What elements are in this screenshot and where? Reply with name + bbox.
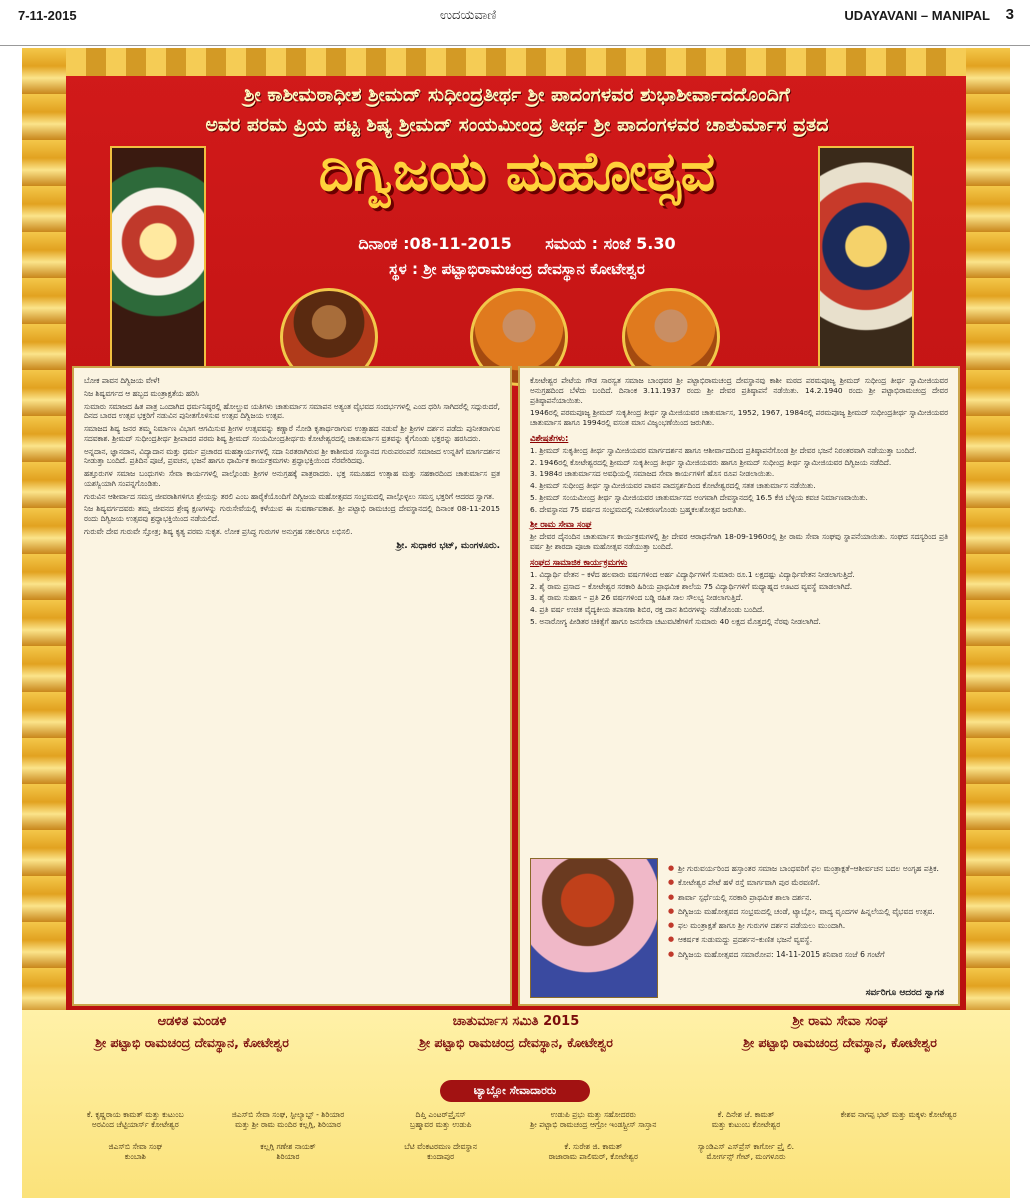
sponsor-item: ಕೆ. ದಿನೇಶ ಜೆ. ಕಾಮತ್ ಮತ್ತು ಕುಟುಂಬ ಕೋಟೇಶ್ವರ [711, 1110, 781, 1129]
sponsor-grid [62, 1110, 972, 1161]
sponsor-item: ಸ್ಯಾಂಡಿಎಸ್ ಎಸ್‌ಪ್ರೆಸ್ ಕಾರ್ಗೋ ಪ್ರೈ ಲಿ. ಮೋರ್ಗನ್ಸ್ ಗೇಟ್, ಮಂಗಳೂರು [697, 1141, 795, 1161]
seva-sangha-text: ಶ್ರೀ ದೇವರ ದೈನಂದಿನ ಚಾತುರ್ಮಾಸ ಕಾರ್ಯಕ್ರಮಗಳಲ್ಲಿ ಶ್ರೀ ದೇವರ ಆರಾಧನೆಗಾಗಿ 18-09-1960ರಲ್ಲಿ ಶ್ರೀ ರಾಮ ಸೇವಾ ಸಂಘವು ಸ್ಥಾಪನೆಯಾಯಿತು. ಸಂಘದ ಸದಸ್ಯರಿಂದ ಪ್ರತಿ ವರ್ಷ ಶ್ರೀ ಶಾರದಾ ಪೂಜಾ ಮಹೋತ್ಸವ ನಡೆಯುತ್ತಾ ಬಂದಿದೆ. [530, 532, 948, 552]
highlight-item: ● ಫಲ ಮಂತ್ರಾಕ್ಷತೆ ಹಾಗೂ ಶ್ರೀ ಗುರುಗಳ ದರ್ಶನ ಪಡೆಯಲು ಮುಂದಾಗಿ. [668, 921, 950, 931]
organizer-block [356, 1014, 676, 1051]
article-left-body [84, 376, 500, 537]
deity-photo-left [110, 146, 206, 384]
sponsor-item: ಕೇಶವ ನಾಗಪ್ಪ ಭಟ್ ಮತ್ತು ಮಕ್ಕಳು ಕೋಟೇಶ್ವರ [840, 1110, 957, 1119]
sponsor-item: ಕೆ. ಸುರೇಶ ಜಿ. ಕಾಮತ್ ರಾಜಾರಾಮ ಪಾಲಿಮರ್, ಕೋಟೇಶ್ವರ [548, 1141, 639, 1161]
speciality-item: 5. ಶ್ರೀಮದ್ ಸಂಯಮೀಂದ್ರ ತೀರ್ಥ ಸ್ವಾಮೀಜಿಯವರ ಚಾತುರ್ಮಾಸದ ಅಂಗವಾಗಿ ದೇವಸ್ಥಾನದಲ್ಲಿ 16.5 ಕೆಜಿ ಬೆಳ್ಳಿಯ ಕವಚ ನಿರ್ಮಾಣವಾಯಿತು. [530, 492, 868, 502]
article-paragraph: ಹತ್ತೂರುಗಳ ಸಮಾಜ ಬಂಧುಗಳು ಸೇವಾ ಕಾರ್ಯಗಳಲ್ಲಿ ಪಾಲ್ಗೊಂಡು ಶ್ರೀಗಳ ಅನುಗ್ರಹಕ್ಕೆ ಪಾತ್ರರಾದರು. ಭಕ್ತ ಸಮೂಹದ ಉತ್ಸಾಹ ಮತ್ತು ಸಹಕಾರದಿಂದ ಚಾತುರ್ಮಾಸ ವ್ರತ ಯಶಸ್ವಿಯಾಗಿ ಸಂಪನ್ನಗೊಂಡಿತು. [84, 469, 500, 488]
organizer-block [32, 1014, 352, 1051]
social-programs-heading: ಸಂಘದ ಸಾಮಾಜಿಕ ಕಾರ್ಯಕ್ರಮಗಳು [530, 556, 628, 567]
decorative-arch [66, 48, 966, 76]
social-program-item: 1. ವಿದ್ಯಾರ್ಥಿ ವೇತನ – ಕಳೆದ ಹಲವಾರು ವರ್ಷಗಳಿಂದ ಅರ್ಹ ವಿದ್ಯಾರ್ಥಿಗಳಿಗೆ ಸುಮಾರು ರೂ.1 ಲಕ್ಷದಷ್ಟು ವಿದ್ಯಾರ್ಥಿವೇತನ ನೀಡಲಾಗುತ್ತಿದೆ. [530, 569, 855, 579]
advertisement [22, 48, 1010, 1198]
deity-photo-right [818, 146, 914, 384]
event-venue: ಸ್ಥಳ : ಶ್ರೀ ಪಟ್ಟಾಭಿರಾಮಚಂದ್ರ ದೇವಸ್ಥಾನ ಕೋಟೇಶ್ವರ [389, 260, 645, 278]
organizer-name: ಶ್ರೀ ರಾಮ ಸೇವಾ ಸಂಘ [792, 1014, 888, 1029]
article-right-body [530, 376, 948, 627]
event-date-time [252, 234, 782, 254]
sponsor-item: ಬೆಟಿ ವೆಂಕಟರಮಣ ದೇವಸ್ಥಾನ ಕುಂದಾಪುರ [404, 1141, 478, 1161]
event-title: ದಿಗ್ವಿಜಯ ಮಹೋತ್ಸವ [318, 140, 716, 203]
organizer-location: ಶ್ರೀ ಪಟ್ಟಾಭಿ ರಾಮಚಂದ್ರ ದೇವಸ್ಥಾನ, ಕೋಟೇಶ್ವರ [743, 1035, 937, 1050]
highlight-item: ● ದಿಗ್ವಿಜಯ ಮಹೋತ್ಸವದ ಸಮಾರೋಪ: 14-11-2015 ಶನಿವಾರ ಸಂಜೆ 6 ಗಂಟೆಗೆ [668, 950, 950, 960]
event-time: ಸಮಯ : ಸಂಜೆ 5.30 [545, 234, 676, 253]
organizer-location: ಶ್ರೀ ಪಟ್ಟಾಭಿ ರಾಮಚಂದ್ರ ದೇವಸ್ಥಾನ, ಕೋಟೇಶ್ವರ [95, 1035, 289, 1050]
speciality-item: 6. ದೇವಸ್ಥಾನದ 75 ವರ್ಷದ ಸಂಭ್ರಮದಲ್ಲಿ ನವೀಕರಣಗೊಂಡು ಬ್ರಹ್ಮಕಲಶೋತ್ಸವ ಜರುಗಿತು. [530, 504, 747, 514]
speciality-item: 1. ಶ್ರೀಮದ್ ಸುಕೃತೀಂದ್ರ ತೀರ್ಥ ಸ್ವಾಮೀಜಿಯವರ ಮಾರ್ಗದರ್ಶನ ಹಾಗೂ ಆಶೀರ್ವಾದದಿಂದ ಪ್ರತಿಷ್ಠಾಪನೆಗೊಂಡ ಶ್ರೀ ದೇವರ ಭಜನೆ ನಿರಂತರವಾಗಿ ನಡೆಯುತ್ತಾ ಬಂದಿದೆ. [530, 445, 917, 455]
highlight-item: ● ದಿಗ್ವಿಜಯ ಮಹೋತ್ಸವದ ಸಂಭ್ರಮದಲ್ಲಿ ಚಂಡೆ, ಟ್ಯಾಬ್ಲೋ, ವಾದ್ಯ ವೃಂದಗಳ ಹಿನ್ನಲೆಯಲ್ಲಿ ವೈಭವದ ಉತ್ಸವ. [668, 907, 950, 917]
article-left [72, 366, 512, 1006]
article-paragraph: ನಿಜ ಶಿಷ್ಯವರ್ಗದ ಆ ಹಬ್ಬದ ಮಂತ್ರಾಕ್ಷತೆಯ ಹರಿಸಿ [84, 388, 199, 398]
organizer-block [680, 1014, 1000, 1051]
page-number: 3 [1005, 6, 1014, 23]
speciality-item: 3. 1984ರ ಚಾತುರ್ಮಾಸದ ಅವಧಿಯಲ್ಲಿ ಸಮಾಜದ ಸೇವಾ ಕಾರ್ಯಗಳಿಗೆ ಹೊಸ ರೂಪ ನೀಡಲಾಯಿತು. [530, 469, 775, 479]
specialities-list [530, 446, 948, 515]
article-paragraph: ಗುರುವಿನ ಆಶೀರ್ವಾದ ಸಮಸ್ತ ಜೀವರಾಶಿಗಳಿಗೂ ಶ್ರೇಯಸ್ಸು ತರಲಿ ಎಂಬ ಹಾರೈಕೆಯೊಂದಿಗೆ ದಿಗ್ವಿಜಯ ಮಹೋತ್ಸವದ ಸಂಭ್ರಮದಲ್ಲಿ ಪಾಲ್ಗೊಳ್ಳಲು ಸಮಸ್ತ ಭಕ್ತರಿಗೆ ಆದರದ ಸ್ವಾಗತ. [84, 491, 495, 501]
highlight-item: ● ಆಕರ್ಷಕ ಸುಡುಮದ್ದು ಪ್ರದರ್ಶನ–ಕುಣಿತ ಭಜನೆ ವ್ಯವಸ್ಥೆ. [668, 935, 950, 945]
temple-history-2: 1946ರಲ್ಲಿ ಪರಮಪೂಜ್ಯ ಶ್ರೀಮದ್ ಸುಕೃತೀಂದ್ರ ತೀರ್ಥ ಸ್ವಾಮೀಜಿಯವರ ಚಾತುರ್ಮಾಸ, 1952, 1967, 1984ರಲ್ಲಿ ಪರಮಪೂಜ್ಯ ಶ್ರೀಮದ್ ಸುಧೀಂದ್ರತೀರ್ಥ ಸ್ವಾಮೀಜಿಯವರ ಚಾತುರ್ಮಾಸ ಹಾಗೂ 1994ರಲ್ಲಿ ವಸಂತ ಮಾಸ ವಿಜೃಂಭಣೆಯಿಂದ ಜರುಗಿತು. [530, 408, 948, 428]
article-paragraph: ಸಮಾಜದ ಶಿಷ್ಯ ಜನರ ತಮ್ಮ ನಿರ್ಮಾಣ ವಿಭಾಗ ಆಗಮಿಸುವ ಶ್ರೀಗಳ ಉತ್ಸವವನ್ನು ಕಣ್ಣಾರೆ ನೋಡಿ ಕೃತಾರ್ಥರಾಗುವ ಉತ್ಸಾಹದ ನಡುವೆ ಶ್ರೀ ಶ್ರೀಗಳ ದರ್ಶನ ಪಡೆದು ಪುನೀತರಾಗುವ ಸದವಕಾಶ. ಶ್ರೀಮದ್ ಸುಧೀಂದ್ರತೀರ್ಥ ಶ್ರೀಪಾದರ ಪರಮ ಶಿಷ್ಯ ಶ್ರೀಮದ್ ಸಂಯಮೀಂದ್ರತೀರ್ಥರು ಕೋಟೇಶ್ವರದಲ್ಲಿ ಚಾತುರ್ಮಾಸ ವ್ರತವನ್ನು ಕೈಗೊಂಡು ಭಕ್ತರನ್ನು ಹರಸಿದರು. [84, 424, 500, 443]
social-programs-list [530, 570, 948, 627]
article-paragraph: ಗುರುವೇ ದೇವ ಗುರುವೇ ಸ್ತೋತ್ರ; ಶಿಷ್ಯ ಕೃತ್ಯ ಪರಮ ಸುಕೃತ. ಲೋಕ ಪ್ರಸಿದ್ಧ ಗುರುಗಳ ಅನುಗ್ರಹ ಸಕಲರಿಗೂ ಲಭಿಸಲಿ. [84, 526, 353, 536]
seva-sangha-heading: ಶ್ರೀ ರಾಮ ಸೇವಾ ಸಂಘ [530, 519, 592, 530]
highlight-item: ● ಶಾರ್ವಾ ಸ್ಪರ್ಧೆಯಲ್ಲಿ ಸರಕಾರಿ ಪ್ರಾಥಮಿಕ ಶಾಲಾ ದರ್ಶನ. [668, 893, 950, 903]
sponsor-item: ದಿಪ್ತಿ ಎಂಟರ್‌ಪ್ರೈಸಸ್ ಬ್ರಹ್ಮಾವರ ಮತ್ತು ಉಡುಪಿ [409, 1110, 472, 1129]
article-paragraph: ಸುಮಾರು ಸಮಾಜದ ಹಿತ ಪಾತ್ರ ಒಂದಾಗಿದ ಧರ್ಮನಿಷ್ಠರಲ್ಲಿ ಹೋಲ್ಚುವ ಯತಿಗಳು ಚಾತುರ್ಮಾಸ ಸಮಾಪನ ಅತ್ಯಂತ ವೈಭವದ ಸಂದರ್ಭಗಳಲ್ಲಿ ಎಂದ ಧರಿಸಿ ಸಾಗಿದರೆಲ್ಲಿ ಸದ್ಗುರುದರೆ, ದಿನದ ಬಾರದ ಉತ್ಸವ ಭಕ್ತರಿಗೆ ನಡುವಿನ ಪುನೀತಗೊಳಿಸುವ ಉತ್ಸವ ದಿಗ್ವಿಜಯ ಉತ್ಸವ. [84, 401, 500, 421]
newspaper-header [0, 0, 1030, 46]
sponsor-item: ಕೆ. ಕೃಷ್ಣರಾಯ ಕಾಮತ್ ಮತ್ತು ಕುಟುಂಬ ಅರವಿಂದ ಚೆಟ್ಟಿಯಾರ್ಸ್ ಕೋಟೇಶ್ವರ [86, 1110, 184, 1129]
social-program-item: 2. ಶೈ ರಾಮ ಪ್ರಸಾದ – ಕೋಟೇಶ್ವರ ಸರಕಾರಿ ಹಿರಿಯ ಪ್ರಾಥಮಿಕ ಶಾಲೆಯ 75 ವಿದ್ಯಾರ್ಥಿಗಳಿಗೆ ಮಧ್ಯಾಹ್ನದ ಊಟದ ವ್ಯವಸ್ಥೆ ಮಾಡಲಾಗಿದೆ. [530, 581, 853, 591]
sponsor-item: ಜಿಎಸ್‌ಬಿ ಸೇವಾ ಸಂಘ ಕುಂಬಾಶಿ [108, 1141, 163, 1161]
paper-name: ಉದಯವಾಣಿ [440, 8, 497, 23]
article-right [518, 366, 960, 1006]
organizer-name: ಆಡಳಿತ ಮಂಡಳಿ [157, 1014, 227, 1029]
welcome-note: ಸರ್ವರಿಗೂ ಆದರದ ಸ್ವಾಗತ [865, 988, 944, 998]
social-program-item: 4. ಪ್ರತಿ ವರ್ಷ ಉಚಿತ ವೈದ್ಯಕೀಯ ತಪಾಸಣಾ ಶಿಬಿರ, ರಕ್ತ ದಾನ ಶಿಬಿರಗಳನ್ನು ನಡೆಸಿಕೊಂಡು ಬಂದಿದೆ. [530, 605, 765, 615]
organizers-footer [22, 1010, 1010, 1198]
author-signature: ಶ್ರೀ. ಸುಧಾಕರ ಭಟ್, ಮಂಗಳೂರು. [396, 540, 500, 551]
speciality-item: 4. ಶ್ರೀಮದ್ ಸುಧೀಂದ್ರ ತೀರ್ಥ ಸ್ವಾಮೀಜಿಯವರ ಪಾವನ ಪಾದಸ್ಪರ್ಶದಿಂದ ಕೋಟೇಶ್ವರದಲ್ಲಿ ಸತತ ಚಾತುರ್ಮಾಸ ನಡೆಯಿತು. [530, 481, 816, 491]
blessing-line-1: ಶ್ರೀ ಕಾಶೀಮಠಾಧೀಶ ಶ್ರೀಮದ್ ಸುಧೀಂದ್ರತೀರ್ಥ ಶ್ರೀ ಪಾದಂಗಳವರ ಶುಭಾಶೀರ್ವಾದದೊಂದಿಗೆ [244, 84, 790, 106]
decorative-pillar-left [22, 48, 66, 1048]
article-paragraph: ಬೋಕ ಪಾವನ ದಿಗ್ವಿಜಯ ವೇಳೆ! [84, 376, 161, 385]
issue-date: 7-11-2015 [18, 8, 77, 23]
highlight-item: ● ಕೋಟೇಶ್ವರ ಪೇಟೆ ಹಳೆ ರಸ್ತೆ ಮಾರ್ಗವಾಗಿ ಪುರ ಮೆರವಣಿಗೆ. [668, 878, 950, 888]
sponsor-item: ಜಿಎಸ್‌ಬಿ ಸೇವಾ ಸಂಘ, ಸ್ಟೀಲ್ಯಾಬ್ಟ್ - ಶಿರಿಯಾರ ಮತ್ತು ಶ್ರೀ ರಾಮ ಮಂದಿರ ಕಲ್ಲಗ್ಗಿ, ಶಿರಿಯಾರ [231, 1110, 345, 1129]
event-date: ದಿನಾಂಕ :08-11-2015 [358, 234, 512, 253]
social-program-item: 3. ಶೈ ರಾಮ ಸುಹಾಸ – ಪ್ರತಿ 26 ವರ್ಷಗಳಿಂದ ಬಡ್ಡಿ ರಹಿತ ಸಾಲ ಸೌಲಭ್ಯ ನೀಡಲಾಗುತ್ತಿದೆ. [530, 593, 743, 603]
edition-label: UDAYAVANI – MANIPAL [844, 8, 990, 23]
organizer-name: ಚಾತುರ್ಮಾಸ ಸಮಿತಿ 2015 [452, 1014, 580, 1029]
highlight-item: ● ಶ್ರೀ ಗುರುವರ್ಯರಿಂದ ಹಸ್ತಾಂತರ ಸಮಾಜ ಬಾಂಧವರಿಗೆ ಫಲ ಮಂತ್ರಾಕ್ಷತೆ–ಆಶೀರ್ವಚನ ಬದಲ ಅಂಗೃಹ ಪತ್ರಿಕ. [668, 864, 950, 874]
blessing-line-2: ಅವರ ಪರಮ ಪ್ರಿಯ ಪಟ್ಟ ಶಿಷ್ಯ ಶ್ರೀಮದ್ ಸಂಯಮೀಂದ್ರ ತೀರ್ಥ ಶ್ರೀ ಪಾದಂಗಳವರ ಚಾತುರ್ಮಾಸ ವ್ರತದ [205, 114, 829, 136]
tableau-sponsors-tag: ಟ್ಯಾಬ್ಲೋ ಸೇವಾದಾರರು [440, 1080, 590, 1102]
event-highlights [668, 864, 950, 964]
temple-history: ಕೋಟೇಶ್ವರ ಪೇಟೆಯ ಗೌಡ ಸಾರಸ್ವತ ಸಮಾಜ ಬಾಂಧವರ ಶ್ರೀ ಪಟ್ಟಾಭಿರಾಮಚಂದ್ರ ದೇವಸ್ಥಾನವು ಕಾಶೀ ಮಠದ ಪರಮಪೂಜ್ಯ ಶ್ರೀಮದ್ ಸುಧೀಂದ್ರ ತೀರ್ಥ ಸ್ವಾಮೀಜಿಯವರ ಅನುಗ್ರಹದಿಂದ ಬೆಳೆದು ಬಂದಿದೆ. ದಿನಾಂಕ 3.11.1937 ರಂದು ಶ್ರೀ ದೇವರ ಪ್ರತಿಷ್ಠಾಪನೆ ನಡೆಯಿತು. 14.2.1940 ರಂದು ಶ್ರೀ ಪಟ್ಟಾಭಿರಾಮಚಂದ್ರ ದೇವರ ಪ್ರತಿಷ್ಠಾಪನೆಯಾಯಿತು. [530, 376, 948, 405]
sponsor-item: ಉಡುಪಿ ಪ್ರಭು ಮತ್ತು ಸಹೋದರರು ಶ್ರೀ ಪಟ್ಟಾಭಿ ರಾಮಚಂದ್ರ ಆಗ್ರೋ ಇಂಡಸ್ಟ್ರೀಸ್ ಸಾಸ್ತಾನ [530, 1110, 657, 1129]
sponsor-item: ಕಲ್ಲಗ್ಗಿ ಗಣೇಶ ನಾಯಕ್ ಶಿರಿಯಾರ [260, 1141, 316, 1161]
speciality-item: 2. 1946ರಲ್ಲಿ ಕೋಟೇಶ್ವರದಲ್ಲಿ ಶ್ರೀಮದ್ ಸುಕೃತೀಂದ್ರ ತೀರ್ಥ ಸ್ವಾಮೀಜಿಯವರು ಹಾಗೂ ಶ್ರೀಮದ್ ಸುಧೀಂದ್ರ ತೀರ್ಥ ಸ್ವಾಮೀಜಿಯವರ ದಿಗ್ವಿಜಯ ನಡೆದಿದೆ. [530, 457, 892, 467]
social-program-item: 5. ಅನಾರೋಗ್ಯ ಪೀಡಿತರ ಚಿಕಿತ್ಸೆಗೆ ಹಾಗೂ ಜನಸೇವಾ ಚಟುವಟಿಕೆಗಳಿಗೆ ಸುಮಾರು 40 ಲಕ್ಷದ ಮೊತ್ತದಲ್ಲಿ ನೆರವು ನೀಡಲಾಗಿದೆ. [530, 617, 821, 627]
procession-photo [530, 858, 658, 998]
specialities-heading: ವಿಶೇಷತೆಗಳು: [530, 432, 569, 443]
decorative-pillar-right [966, 48, 1010, 1048]
organizer-location: ಶ್ರೀ ಪಟ್ಟಾಭಿ ರಾಮಚಂದ್ರ ದೇವಸ್ಥಾನ, ಕೋಟೇಶ್ವರ [419, 1035, 613, 1050]
article-paragraph: ನಿಜ ಶಿಷ್ಯವರ್ಗದವರು ತಮ್ಮ ಜೀವನದ ಶ್ರೇಷ್ಠ ಕ್ಷಣಗಳನ್ನು ಗುರುಸೇವೆಯಲ್ಲಿ ಕಳೆಯುವ ಈ ಸುವರ್ಣಾವಕಾಶ. ಶ್ರೀ ಪಟ್ಟಾಭಿ ರಾಮಚಂದ್ರ ದೇವಸ್ಥಾನದಲ್ಲಿ ದಿನಾಂಕ 08-11-2015 ರಂದು ದಿಗ್ವಿಜಯ ಉತ್ಸವವು ಶ್ರದ್ಧಾಭಕ್ತಿಯಿಂದ ನಡೆಯಲಿದೆ. [84, 504, 500, 524]
article-paragraph: ಅನ್ನದಾನ, ಜ್ಞಾನದಾನ, ವಿದ್ಯಾದಾನ ಮತ್ತು ಧರ್ಮ ಪ್ರಚಾರದ ಮಹತ್ಕಾರ್ಯಗಳಲ್ಲಿ ಸದಾ ನಿರತರಾಗಿರುವ ಶ್ರೀ ಕಾಶೀಮಠ ಸಂಸ್ಥಾನದ ಗುರುಪರಂಪರೆ ಸಮಾಜದ ಉನ್ನತಿಗೆ ಮಾರ್ಗದರ್ಶನ ನೀಡುತ್ತಾ ಬಂದಿದೆ. ಪ್ರತಿದಿನ ಪೂಜೆ, ಪ್ರವಚನ, ಭಜನೆ ಹಾಗೂ ಧಾರ್ಮಿಕ ಕಾರ್ಯಕ್ರಮಗಳು ಶ್ರದ್ಧಾಭಕ್ತಿಯಿಂದ ನೆರವೇರಿದವು. [84, 446, 500, 466]
